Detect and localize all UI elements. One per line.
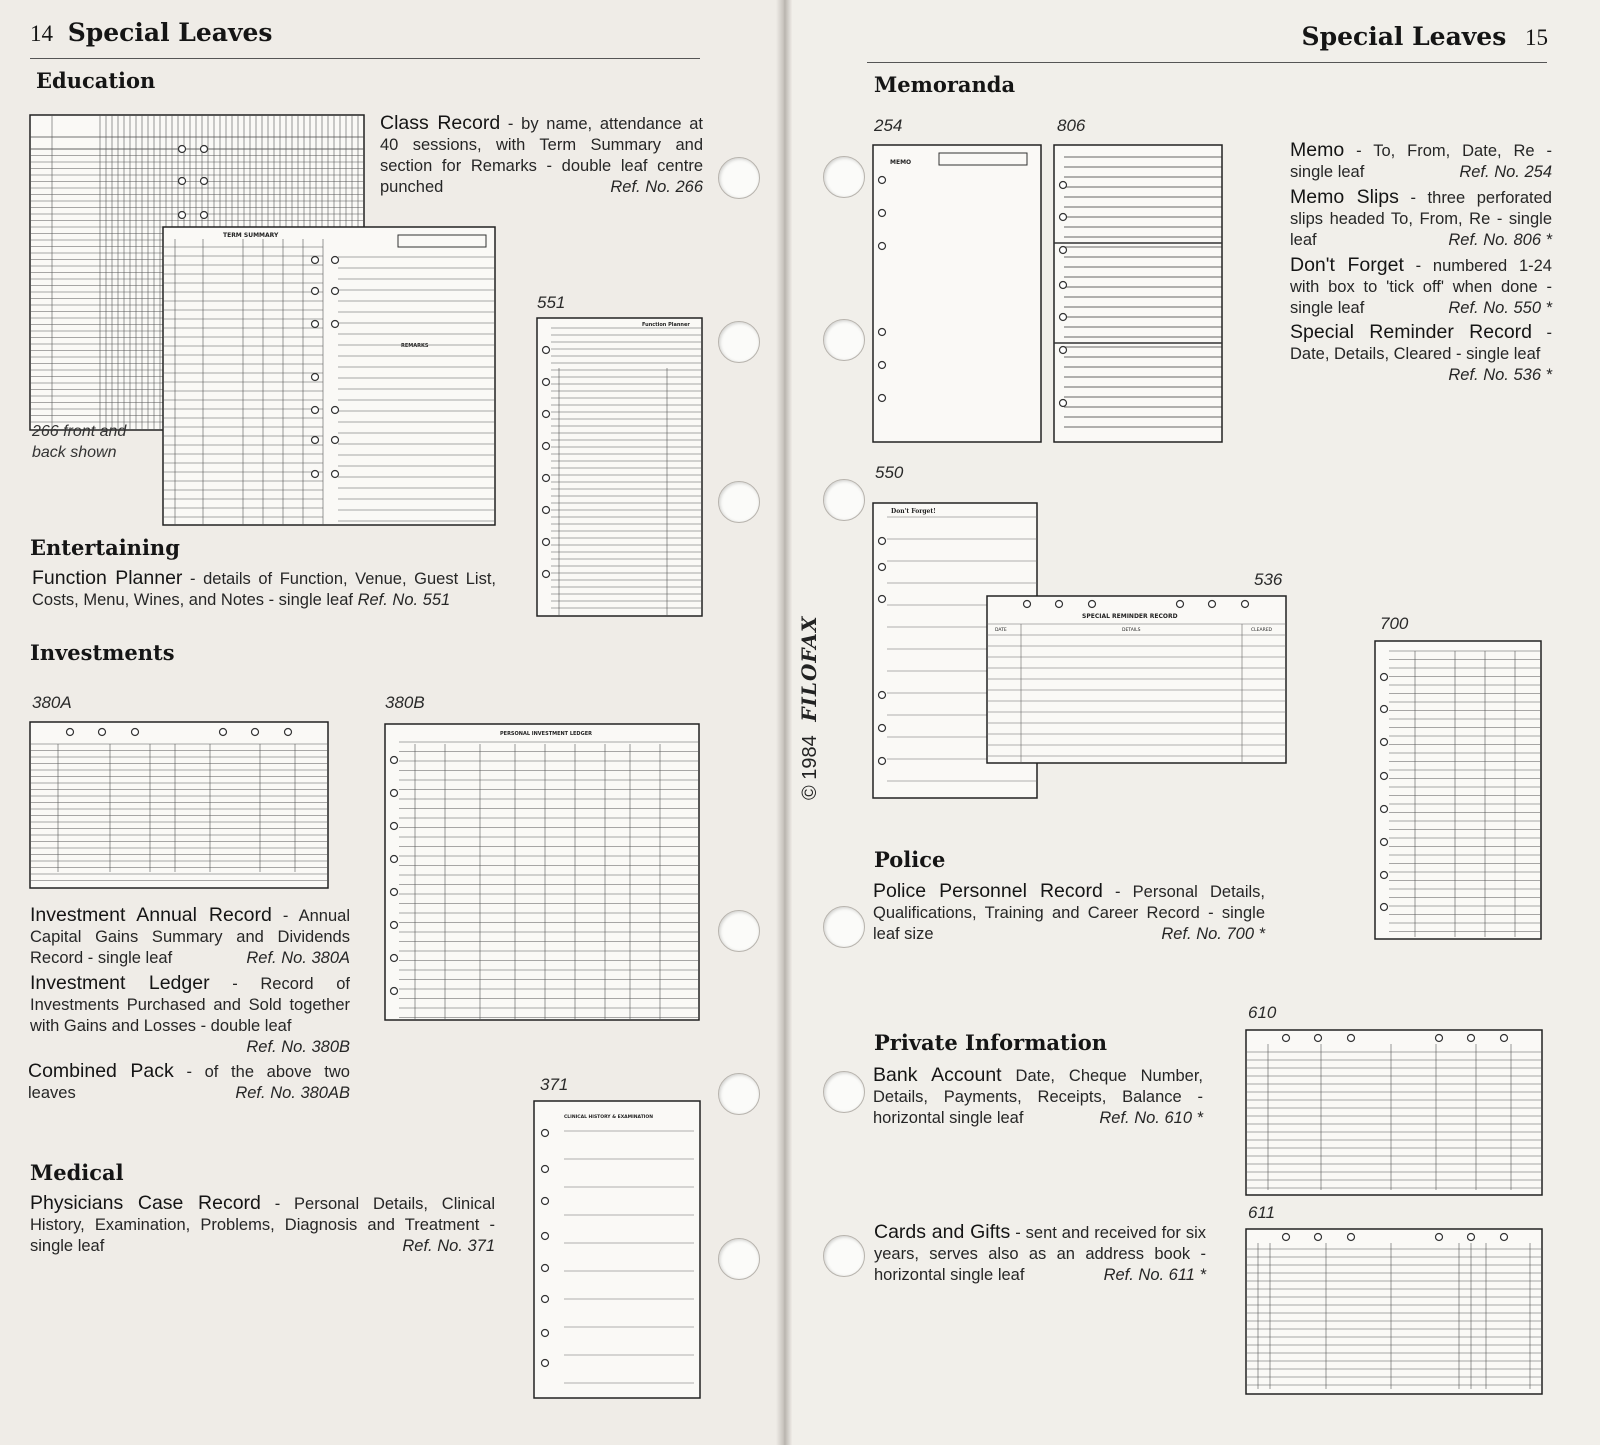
section-heading-investments: Investments bbox=[30, 640, 175, 665]
ref-label-611: 611 bbox=[1248, 1203, 1276, 1222]
page-number: 14 bbox=[30, 21, 53, 46]
form-punch-hole bbox=[312, 471, 319, 478]
form-punch-hole bbox=[201, 212, 208, 219]
police-personnel-title: Police Personnel Record bbox=[873, 880, 1103, 902]
physicians-ref: Ref. No. 371 bbox=[402, 1237, 495, 1255]
form-punch-hole bbox=[220, 729, 227, 736]
form-punch-hole bbox=[312, 374, 319, 381]
form-punch-hole bbox=[1177, 601, 1184, 608]
investment-annual-title: Investment Annual Record bbox=[30, 904, 272, 926]
form-punch-hole bbox=[179, 178, 186, 185]
memo-form-label: MEMO bbox=[890, 159, 912, 166]
investment-ledger-description bbox=[30, 973, 350, 1058]
form-punch-hole bbox=[312, 321, 319, 328]
dont-forget-ref: Ref. No. 550 * bbox=[1448, 299, 1552, 317]
investment-ledger-ref: Ref. No. 380B bbox=[246, 1038, 350, 1056]
punch-hole bbox=[823, 479, 865, 521]
form-punch-hole bbox=[879, 758, 886, 765]
form-punch-hole bbox=[1381, 706, 1388, 713]
dont-forget-description bbox=[1290, 255, 1552, 319]
ref-label-551: 551 bbox=[537, 293, 566, 312]
special-reminder-desc: - Date, Details, Cleared - single leaf bbox=[1290, 324, 1552, 363]
physicians-description bbox=[30, 1193, 495, 1257]
ref-label-254: 254 bbox=[874, 116, 903, 135]
form-punch-hole bbox=[1283, 1234, 1290, 1241]
header-rule-right bbox=[867, 62, 1547, 63]
clinical-history-label: CLINICAL HISTORY & EXAMINATION bbox=[564, 1115, 654, 1120]
form-punch-hole bbox=[1501, 1035, 1508, 1042]
left-page bbox=[0, 0, 784, 1445]
special-reminder-form-label: SPECIAL REMINDER RECORD bbox=[1082, 613, 1178, 620]
form-punch-hole bbox=[1381, 674, 1388, 681]
bank-account-form bbox=[1246, 1030, 1542, 1195]
ref-label-700: 700 bbox=[1380, 614, 1409, 633]
memo-slips-desc: - three perforated slips headed To, From, Re - single leaf bbox=[1290, 189, 1552, 249]
book-gutter bbox=[776, 0, 792, 1445]
function-planner-form-label: Function Planner bbox=[642, 322, 690, 328]
form-punch-hole bbox=[99, 729, 106, 736]
punch-hole bbox=[823, 1235, 865, 1277]
form-punch-hole bbox=[1060, 347, 1067, 354]
form-punch-hole bbox=[332, 407, 339, 414]
form-punch-hole bbox=[391, 823, 398, 830]
combined-pack-desc: - of the above two leaves bbox=[28, 1063, 350, 1102]
punch-hole bbox=[823, 319, 865, 361]
memo-desc: - To, From, Date, Re - single leaf bbox=[1290, 142, 1552, 181]
form-punch-hole bbox=[1381, 904, 1388, 911]
class-record-ref: Ref. No. 266 bbox=[610, 178, 703, 196]
function-planner-ref: Ref. No. 551 bbox=[357, 591, 451, 609]
memo-description bbox=[1290, 140, 1552, 183]
bank-account-desc: Date, Cheque Number, Details, Payments, Receipts, Balance - horizontal single leaf bbox=[873, 1067, 1204, 1127]
form-punch-hole bbox=[542, 1233, 549, 1240]
memo-slips-form bbox=[1054, 145, 1222, 442]
form-punch-hole bbox=[1436, 1035, 1443, 1042]
form-punch-hole bbox=[332, 437, 339, 444]
combined-pack-title: Combined Pack bbox=[28, 1060, 174, 1082]
section-heading-entertaining: Entertaining bbox=[30, 535, 180, 560]
cards-gifts-description bbox=[874, 1222, 1206, 1286]
form-punch-hole bbox=[285, 729, 292, 736]
punch-hole bbox=[718, 321, 760, 363]
punch-hole bbox=[718, 910, 760, 952]
filofax-logo: FILOFAX bbox=[797, 615, 821, 722]
investment-annual-description bbox=[30, 905, 350, 969]
function-planner-description bbox=[32, 568, 496, 611]
section-heading-police: Police bbox=[874, 847, 946, 872]
cards-gifts-ref: Ref. No. 611 * bbox=[1103, 1266, 1206, 1284]
memo-slips-description bbox=[1290, 187, 1552, 251]
term-summary-label: TERM SUMMARY bbox=[223, 232, 279, 239]
form-punch-hole bbox=[201, 146, 208, 153]
function-planner-desc: - details of Function, Venue, Guest List, Costs, Menu, Wines, and Notes - single leaf bbox=[32, 570, 496, 609]
class-record-desc: - by name, attendance at 40 sessions, with Term Summary and section for Remarks - double leaf centre punched bbox=[380, 115, 704, 196]
form-punch-hole bbox=[332, 288, 339, 295]
ref-label-550: 550 bbox=[875, 463, 904, 482]
police-personnel-ref: Ref. No. 700 * bbox=[1161, 925, 1265, 943]
class-record-description bbox=[380, 113, 703, 198]
ref-label-806: 806 bbox=[1057, 116, 1086, 135]
form-punch-hole bbox=[879, 243, 886, 250]
punch-hole bbox=[718, 1238, 760, 1280]
page-number-right: 15 bbox=[1525, 25, 1548, 50]
form-punch-hole bbox=[879, 596, 886, 603]
form-punch-hole bbox=[1060, 247, 1067, 254]
memo-form bbox=[873, 145, 1041, 442]
form-punch-hole bbox=[543, 571, 550, 578]
investment-annual-desc: - Annual Capital Gains Summary and Dividends Record - single leaf bbox=[30, 907, 351, 967]
form-punch-hole bbox=[1283, 1035, 1290, 1042]
section-heading-memoranda: Memoranda bbox=[874, 72, 1016, 97]
punch-hole bbox=[823, 156, 865, 198]
police-personnel-desc: - Personal Details, Qualifications, Training and Career Record - single leaf size bbox=[873, 883, 1265, 943]
police-personnel-description bbox=[873, 881, 1265, 945]
ref-label-371: 371 bbox=[540, 1075, 569, 1094]
right-page bbox=[784, 0, 1600, 1445]
combined-pack-ref: Ref. No. 380AB bbox=[235, 1084, 350, 1102]
punch-hole bbox=[718, 1073, 760, 1115]
section-heading-private-information: Private Information bbox=[874, 1030, 1107, 1055]
class-record-title: Class Record bbox=[380, 112, 501, 134]
investment-ledger-form bbox=[385, 724, 699, 1020]
form-punch-hole bbox=[543, 347, 550, 354]
form-punch-hole bbox=[1348, 1035, 1355, 1042]
form-punch-hole bbox=[312, 437, 319, 444]
form-punch-hole bbox=[1468, 1035, 1475, 1042]
form-punch-hole bbox=[879, 725, 886, 732]
form-punch-hole bbox=[1209, 601, 1216, 608]
form-punch-hole bbox=[132, 729, 139, 736]
memo-slips-title: Memo Slips bbox=[1290, 186, 1399, 208]
form-punch-hole bbox=[1060, 214, 1067, 221]
remarks-label: REMARKS bbox=[401, 343, 429, 349]
form-punch-hole bbox=[391, 856, 398, 863]
section-heading-medical: Medical bbox=[30, 1160, 124, 1185]
form-punch-hole bbox=[542, 1330, 549, 1337]
cards-gifts-desc: - sent and received for six years, serves also as an address book - horizontal single leaf bbox=[874, 1224, 1206, 1284]
function-planner-title: Function Planner bbox=[32, 567, 183, 589]
form-punch-hole bbox=[1089, 601, 1096, 608]
form-punch-hole bbox=[252, 729, 259, 736]
physicians-case-record-form bbox=[534, 1101, 700, 1398]
form-punch-hole bbox=[543, 539, 550, 546]
form-punch-hole bbox=[67, 729, 74, 736]
form-punch-hole bbox=[542, 1198, 549, 1205]
page-header-right bbox=[1302, 22, 1548, 51]
header-rule bbox=[30, 58, 700, 59]
ref-label-380b: 380B bbox=[385, 693, 425, 712]
running-title: Special Leaves bbox=[67, 18, 273, 47]
form-punch-hole bbox=[391, 757, 398, 764]
copyright-line bbox=[797, 616, 822, 800]
police-personnel-form bbox=[1375, 641, 1541, 939]
physicians-title: Physicians Case Record bbox=[30, 1192, 261, 1214]
section-heading-education: Education bbox=[36, 68, 156, 93]
ref-label-536: 536 bbox=[1254, 570, 1283, 589]
form-punch-hole bbox=[391, 955, 398, 962]
form-punch-hole bbox=[542, 1166, 549, 1173]
bank-account-description bbox=[873, 1065, 1203, 1129]
function-planner-form bbox=[537, 318, 702, 616]
punch-hole bbox=[823, 906, 865, 948]
form-punch-hole bbox=[879, 362, 886, 369]
form-punch-hole bbox=[312, 288, 319, 295]
memo-ref: Ref. No. 254 bbox=[1459, 163, 1552, 181]
form-punch-hole bbox=[1060, 282, 1067, 289]
special-reminder-title: Special Reminder Record bbox=[1290, 321, 1532, 343]
form-punch-hole bbox=[543, 507, 550, 514]
class-record-term-summary-form bbox=[163, 227, 495, 525]
form-punch-hole bbox=[391, 790, 398, 797]
investment-annual-record-form bbox=[30, 722, 328, 888]
form-punch-hole bbox=[879, 564, 886, 571]
form-punch-hole bbox=[879, 538, 886, 545]
form-punch-hole bbox=[1348, 1234, 1355, 1241]
form-punch-hole bbox=[1060, 314, 1067, 321]
form-punch-hole bbox=[1436, 1234, 1443, 1241]
form-punch-hole bbox=[1381, 872, 1388, 879]
cards-gifts-form bbox=[1246, 1229, 1542, 1394]
form-punch-hole bbox=[391, 889, 398, 896]
form-punch-hole bbox=[879, 329, 886, 336]
form-punch-hole bbox=[1381, 739, 1388, 746]
bank-account-title: Bank Account bbox=[873, 1064, 1002, 1086]
form-punch-hole bbox=[542, 1360, 549, 1367]
investment-annual-ref: Ref. No. 380A bbox=[246, 949, 350, 967]
form-punch-hole bbox=[543, 443, 550, 450]
form-punch-hole bbox=[391, 922, 398, 929]
form-punch-hole bbox=[1056, 601, 1063, 608]
form-punch-hole bbox=[1381, 839, 1388, 846]
form-punch-hole bbox=[1060, 182, 1067, 189]
memo-slips-ref: Ref. No. 806 * bbox=[1448, 231, 1552, 249]
cards-gifts-title: Cards and Gifts bbox=[874, 1221, 1011, 1243]
form-punch-hole bbox=[879, 395, 886, 402]
form-punch-hole bbox=[332, 257, 339, 264]
form-punch-hole bbox=[543, 411, 550, 418]
form-punch-hole bbox=[543, 475, 550, 482]
investment-ledger-title: Investment Ledger bbox=[30, 972, 210, 994]
special-reminder-description bbox=[1290, 322, 1552, 386]
running-title-right: Special Leaves bbox=[1301, 22, 1507, 51]
form-punch-hole bbox=[1315, 1234, 1322, 1241]
combined-pack-description bbox=[28, 1061, 350, 1104]
punch-hole bbox=[718, 481, 760, 523]
form-punch-hole bbox=[1381, 806, 1388, 813]
form-punch-hole bbox=[542, 1296, 549, 1303]
copyright-text: © 1984 bbox=[799, 735, 821, 800]
form-punch-hole bbox=[1381, 773, 1388, 780]
ledger-form-label: PERSONAL INVESTMENT LEDGER bbox=[500, 731, 592, 737]
physicians-desc: - Personal Details, Clinical History, Examination, Problems, Diagnosis and Treatment - single leaf bbox=[30, 1195, 495, 1255]
memo-title: Memo bbox=[1290, 139, 1345, 161]
form-punch-hole bbox=[1501, 1234, 1508, 1241]
form-punch-hole bbox=[879, 210, 886, 217]
caption-266: 266 front and back shown bbox=[32, 423, 127, 461]
bank-account-ref: Ref. No. 610 * bbox=[1099, 1109, 1203, 1127]
dont-forget-desc: - numbered 1-24 with box to 'tick off' when done - single leaf bbox=[1290, 257, 1552, 317]
special-reminder-form bbox=[987, 596, 1286, 763]
form-punch-hole bbox=[1060, 400, 1067, 407]
cleared-column-label: CLEARED bbox=[1251, 628, 1273, 633]
investment-ledger-desc: - Record of Investments Purchased and Sold together with Gains and Losses - double leaf bbox=[30, 975, 350, 1035]
dont-forget-form-label: Don't Forget! bbox=[891, 508, 936, 515]
form-punch-hole bbox=[1468, 1234, 1475, 1241]
ref-label-610: 610 bbox=[1248, 1003, 1277, 1022]
form-punch-hole bbox=[543, 379, 550, 386]
form-punch-hole bbox=[542, 1265, 549, 1272]
form-punch-hole bbox=[201, 178, 208, 185]
form-punch-hole bbox=[1315, 1035, 1322, 1042]
details-column-label: DETAILS bbox=[1122, 628, 1141, 633]
special-reminder-ref: Ref. No. 536 * bbox=[1448, 366, 1552, 384]
ref-label-380a: 380A bbox=[32, 693, 72, 712]
form-punch-hole bbox=[179, 212, 186, 219]
punch-hole bbox=[718, 157, 760, 199]
form-punch-hole bbox=[312, 407, 319, 414]
date-column-label: DATE bbox=[995, 628, 1007, 633]
punch-hole bbox=[823, 1071, 865, 1113]
form-punch-hole bbox=[332, 471, 339, 478]
form-punch-hole bbox=[391, 988, 398, 995]
form-punch-hole bbox=[542, 1130, 549, 1137]
form-punch-hole bbox=[179, 146, 186, 153]
form-punch-hole bbox=[1024, 601, 1031, 608]
form-punch-hole bbox=[1242, 601, 1249, 608]
page-header-left bbox=[30, 18, 272, 47]
form-punch-hole bbox=[332, 321, 339, 328]
form-punch-hole bbox=[879, 692, 886, 699]
form-punch-hole bbox=[312, 257, 319, 264]
form-punch-hole bbox=[879, 177, 886, 184]
dont-forget-title: Don't Forget bbox=[1290, 254, 1404, 276]
